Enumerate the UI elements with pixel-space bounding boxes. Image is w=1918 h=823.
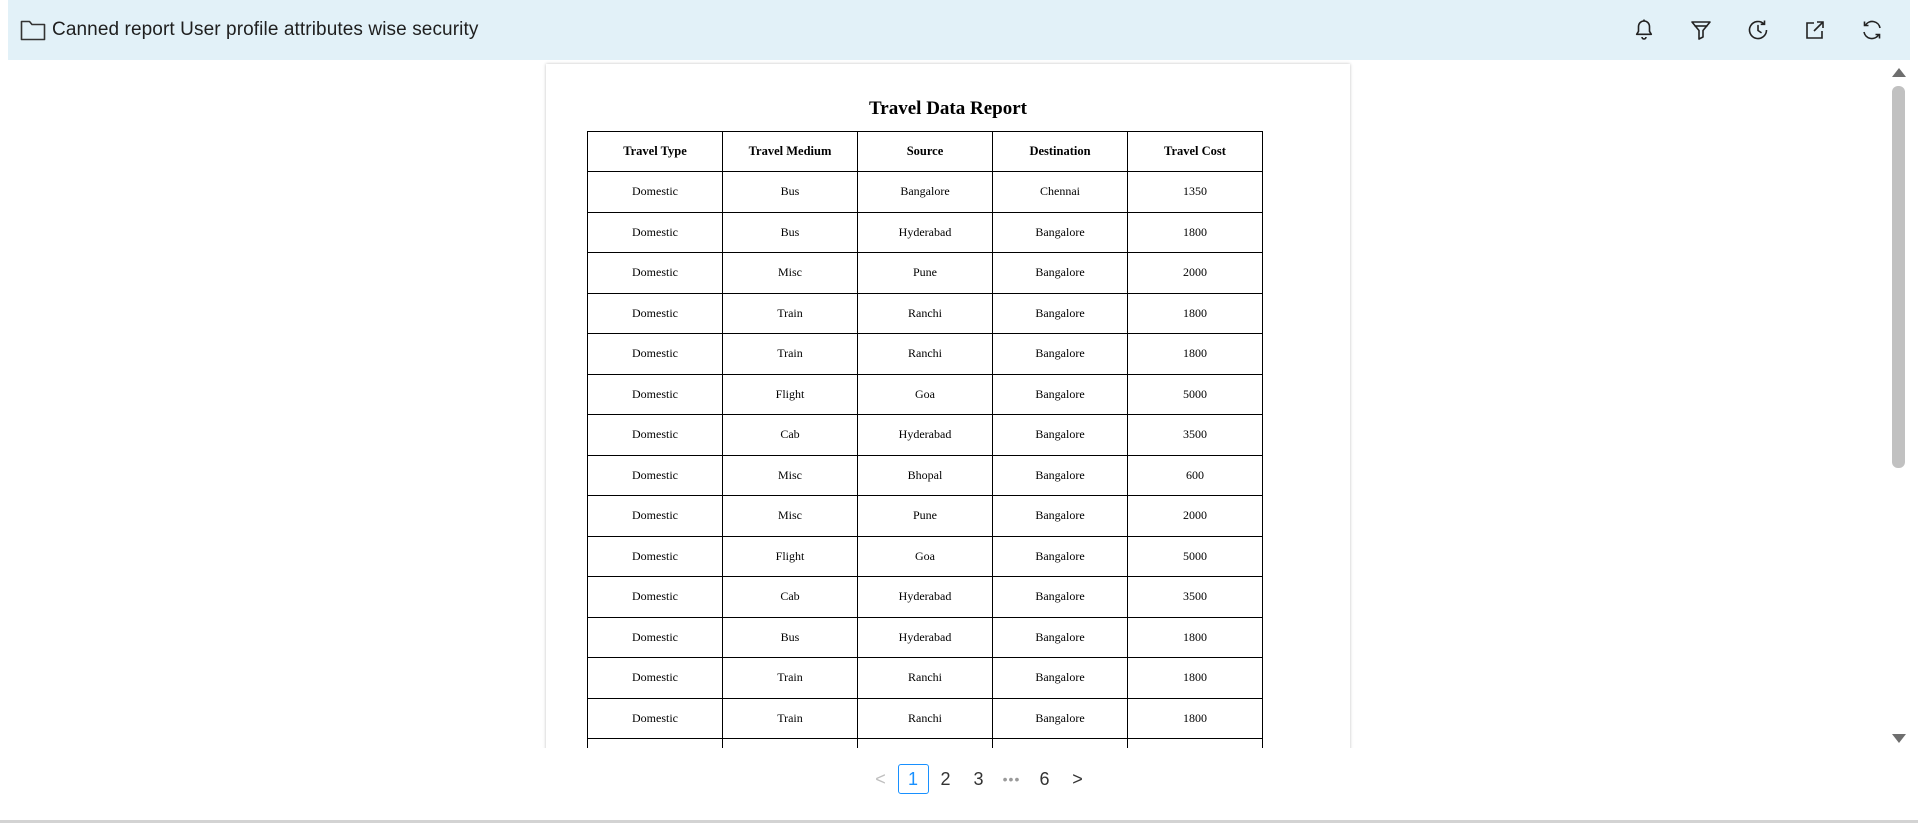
table-row	[588, 739, 1263, 749]
table-cell: Domestic	[588, 172, 723, 213]
table-cell: Bangalore	[993, 536, 1128, 577]
table-cell: Domestic	[588, 658, 723, 699]
table-cell: Bangalore	[993, 374, 1128, 415]
page-6-button[interactable]: 6	[1039, 768, 1050, 789]
table-row	[588, 617, 1263, 658]
table-cell: Ranchi	[858, 334, 993, 375]
table-cell: Bangalore	[993, 455, 1128, 496]
table-cell: Flight	[723, 374, 858, 415]
table-cell	[588, 739, 723, 749]
table-cell: Domestic	[588, 293, 723, 334]
table-cell: Bangalore	[993, 577, 1128, 618]
table-cell: Ranchi	[858, 293, 993, 334]
table-row	[588, 536, 1263, 577]
table-cell: 1800	[1128, 658, 1263, 699]
table-cell: Train	[723, 658, 858, 699]
column-header: Source	[858, 132, 993, 172]
table-cell: Ranchi	[858, 698, 993, 739]
table-cell: 1800	[1128, 334, 1263, 375]
table-cell: Bangalore	[993, 334, 1128, 375]
table-cell: Train	[723, 334, 858, 375]
table-cell: Bangalore	[858, 172, 993, 213]
table-cell: Bangalore	[993, 293, 1128, 334]
export-icon[interactable]	[1799, 14, 1831, 46]
table-cell: Bangalore	[993, 698, 1128, 739]
table-cell: Domestic	[588, 496, 723, 537]
table-cell: 1350	[1128, 172, 1263, 213]
table-cell: Cab	[723, 577, 858, 618]
table-cell: Misc	[723, 496, 858, 537]
table-header-row	[588, 132, 1263, 172]
table-cell: Domestic	[588, 577, 723, 618]
table-cell: Misc	[723, 455, 858, 496]
table-row	[588, 253, 1263, 294]
page-3-button[interactable]: 3	[973, 768, 984, 789]
table-cell: Pune	[858, 496, 993, 537]
table-cell: Bus	[723, 212, 858, 253]
table-cell: Domestic	[588, 334, 723, 375]
table-cell: 2000	[1128, 496, 1263, 537]
table-row	[588, 172, 1263, 213]
history-icon[interactable]	[1742, 14, 1774, 46]
table-cell: Bangalore	[993, 658, 1128, 699]
report-viewer	[0, 60, 1900, 748]
vertical-scrollbar[interactable]	[1886, 60, 1910, 748]
prev-page-button[interactable]: <	[875, 768, 886, 789]
table-cell	[723, 739, 858, 749]
table-cell: Bangalore	[993, 496, 1128, 537]
column-header: Travel Medium	[723, 132, 858, 172]
bell-icon[interactable]	[1628, 14, 1660, 46]
table-cell: Bus	[723, 172, 858, 213]
table-row	[588, 293, 1263, 334]
report-title: Travel Data Report	[869, 98, 1027, 119]
table-cell: Train	[723, 293, 858, 334]
table-cell: Bhopal	[858, 455, 993, 496]
table-cell: Flight	[723, 536, 858, 577]
table-row	[588, 374, 1263, 415]
scroll-down-arrow-icon[interactable]	[1892, 734, 1906, 743]
filter-icon[interactable]	[1685, 14, 1717, 46]
table-row	[588, 334, 1263, 375]
page-ellipsis[interactable]: •••	[1002, 771, 1021, 787]
folder-icon	[20, 17, 46, 43]
header-actions	[1628, 0, 1888, 60]
table-cell: 1800	[1128, 617, 1263, 658]
report-page	[546, 64, 1350, 748]
table-cell: Hyderabad	[858, 212, 993, 253]
table-cell: Bangalore	[993, 415, 1128, 456]
table-cell: Goa	[858, 374, 993, 415]
column-header: Travel Type	[588, 132, 723, 172]
table-cell: 1800	[1128, 698, 1263, 739]
table-row	[588, 658, 1263, 699]
scroll-up-arrow-icon[interactable]	[1892, 68, 1906, 77]
table-cell: Domestic	[588, 698, 723, 739]
page-1-button[interactable]: 1	[898, 764, 929, 794]
table-cell: Cab	[723, 415, 858, 456]
travel-data-table	[587, 131, 1263, 748]
table-cell	[993, 739, 1128, 749]
table-cell: 3500	[1128, 415, 1263, 456]
table-cell: Bangalore	[993, 253, 1128, 294]
scrollbar-thumb[interactable]	[1892, 86, 1905, 468]
pagination	[0, 762, 1918, 796]
table-cell: Bangalore	[993, 617, 1128, 658]
table-cell	[1128, 739, 1263, 749]
table-cell: Domestic	[588, 455, 723, 496]
report-name: Canned report User profile attributes wise security	[52, 19, 479, 40]
table-cell: 1800	[1128, 212, 1263, 253]
header-bar	[8, 0, 1910, 60]
column-header: Destination	[993, 132, 1128, 172]
table-cell: Misc	[723, 253, 858, 294]
table-cell: Train	[723, 698, 858, 739]
table-cell: Goa	[858, 536, 993, 577]
table-cell: 5000	[1128, 536, 1263, 577]
table-row	[588, 577, 1263, 618]
table-cell: Hyderabad	[858, 577, 993, 618]
table-cell: 5000	[1128, 374, 1263, 415]
table-cell: 2000	[1128, 253, 1263, 294]
page-2-button[interactable]: 2	[940, 768, 951, 789]
next-page-button[interactable]: >	[1072, 768, 1083, 789]
table-row	[588, 455, 1263, 496]
table-cell: Domestic	[588, 415, 723, 456]
refresh-icon[interactable]	[1856, 14, 1888, 46]
table-row	[588, 415, 1263, 456]
table-cell: Bangalore	[993, 212, 1128, 253]
table-cell: Domestic	[588, 253, 723, 294]
table-cell: Pune	[858, 253, 993, 294]
table-cell: Chennai	[993, 172, 1128, 213]
table-row	[588, 496, 1263, 537]
table-cell: 600	[1128, 455, 1263, 496]
table-row	[588, 698, 1263, 739]
column-header: Travel Cost	[1128, 132, 1263, 172]
table-cell: Bus	[723, 617, 858, 658]
table-cell: Domestic	[588, 617, 723, 658]
table-row	[588, 212, 1263, 253]
table-cell: 1800	[1128, 293, 1263, 334]
table-cell: Hyderabad	[858, 415, 993, 456]
table-cell: Domestic	[588, 374, 723, 415]
table-cell: Domestic	[588, 212, 723, 253]
table-cell: Ranchi	[858, 658, 993, 699]
title-group	[20, 17, 478, 43]
table-cell: Domestic	[588, 536, 723, 577]
table-cell: 3500	[1128, 577, 1263, 618]
table-cell	[858, 739, 993, 749]
table-cell: Hyderabad	[858, 617, 993, 658]
